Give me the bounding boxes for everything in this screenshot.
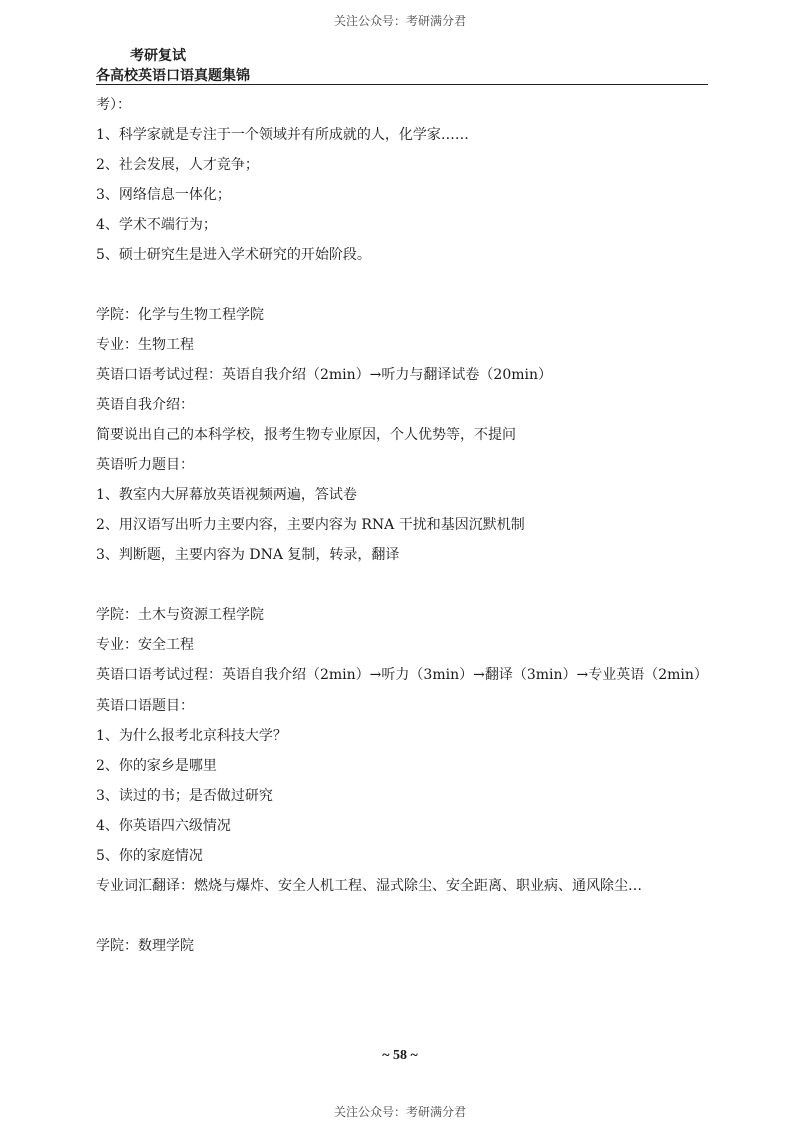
spacer [96,570,708,600]
list-item: 5、硕士研究生是进入学术研究的开始阶段。 [96,247,371,263]
section-continuation: 考）： [96,97,131,113]
list-item: 3、判断题，主要内容为 DNA 复制，转录，翻译 [96,547,400,563]
intro-text: 简要说出自己的本科学校，报考生物专业原因，个人优势等，不提问 [96,427,516,443]
list-item: 1、科学家就是专注于一个领域并有所成就的人，化学家…… [96,127,469,143]
list-item: 5、你的家庭情况 [96,848,203,864]
list-item: 4、学术不端行为； [96,217,217,233]
college-heading: 学院：数理学院 [96,938,194,954]
major-line: 专业：生物工程 [96,337,194,353]
page-number: ~ 58 ~ [382,1048,418,1063]
list-item: 2、社会发展，人才竞争； [96,157,259,173]
exam-process: 英语口语考试过程：英语自我介绍（2min）→听力（3min）→翻译（3min）→专业英语（2min） [96,667,708,683]
list-item: 3、读过的书；是否做过研究 [96,788,273,804]
list-item: 1、教室内大屏幕放英语视频两遍，答试卷 [96,487,357,503]
header-series: 考研复试 [130,48,186,64]
list-item: 4、你英语四六级情况 [96,818,231,834]
oral-heading: 英语口语题目： [96,698,194,714]
document-body [96,90,708,961]
watermark-top: 关注公众号：考研满分君 [333,14,466,28]
spacer [96,270,708,300]
watermark-bottom: 关注公众号：考研满分君 [333,1105,466,1119]
header-title: 各高校英语口语真题集锦 [96,68,250,84]
list-item: 3、网络信息一体化； [96,187,231,203]
exam-process: 英语口语考试过程：英语自我介绍（2min）→听力与翻译试卷（20min） [96,367,552,383]
list-item: 2、你的家乡是哪里 [96,758,217,774]
listening-heading: 英语听力题目： [96,457,194,473]
vocab-translation: 专业词汇翻译：燃烧与爆炸、安全人机工程、湿式除尘、安全距离、职业病、通风除尘… [96,878,642,894]
list-item: 2、用汉语写出听力主要内容，主要内容为 RNA 干扰和基因沉默机制 [96,517,525,533]
college-heading: 学院：化学与生物工程学院 [96,307,264,323]
intro-heading: 英语自我介绍： [96,397,194,413]
spacer [96,901,708,931]
list-item: 1、为什么报考北京科技大学？ [96,728,287,744]
college-heading: 学院：土木与资源工程学院 [96,607,264,623]
major-line: 专业：安全工程 [96,637,194,653]
header-rule [96,84,708,85]
